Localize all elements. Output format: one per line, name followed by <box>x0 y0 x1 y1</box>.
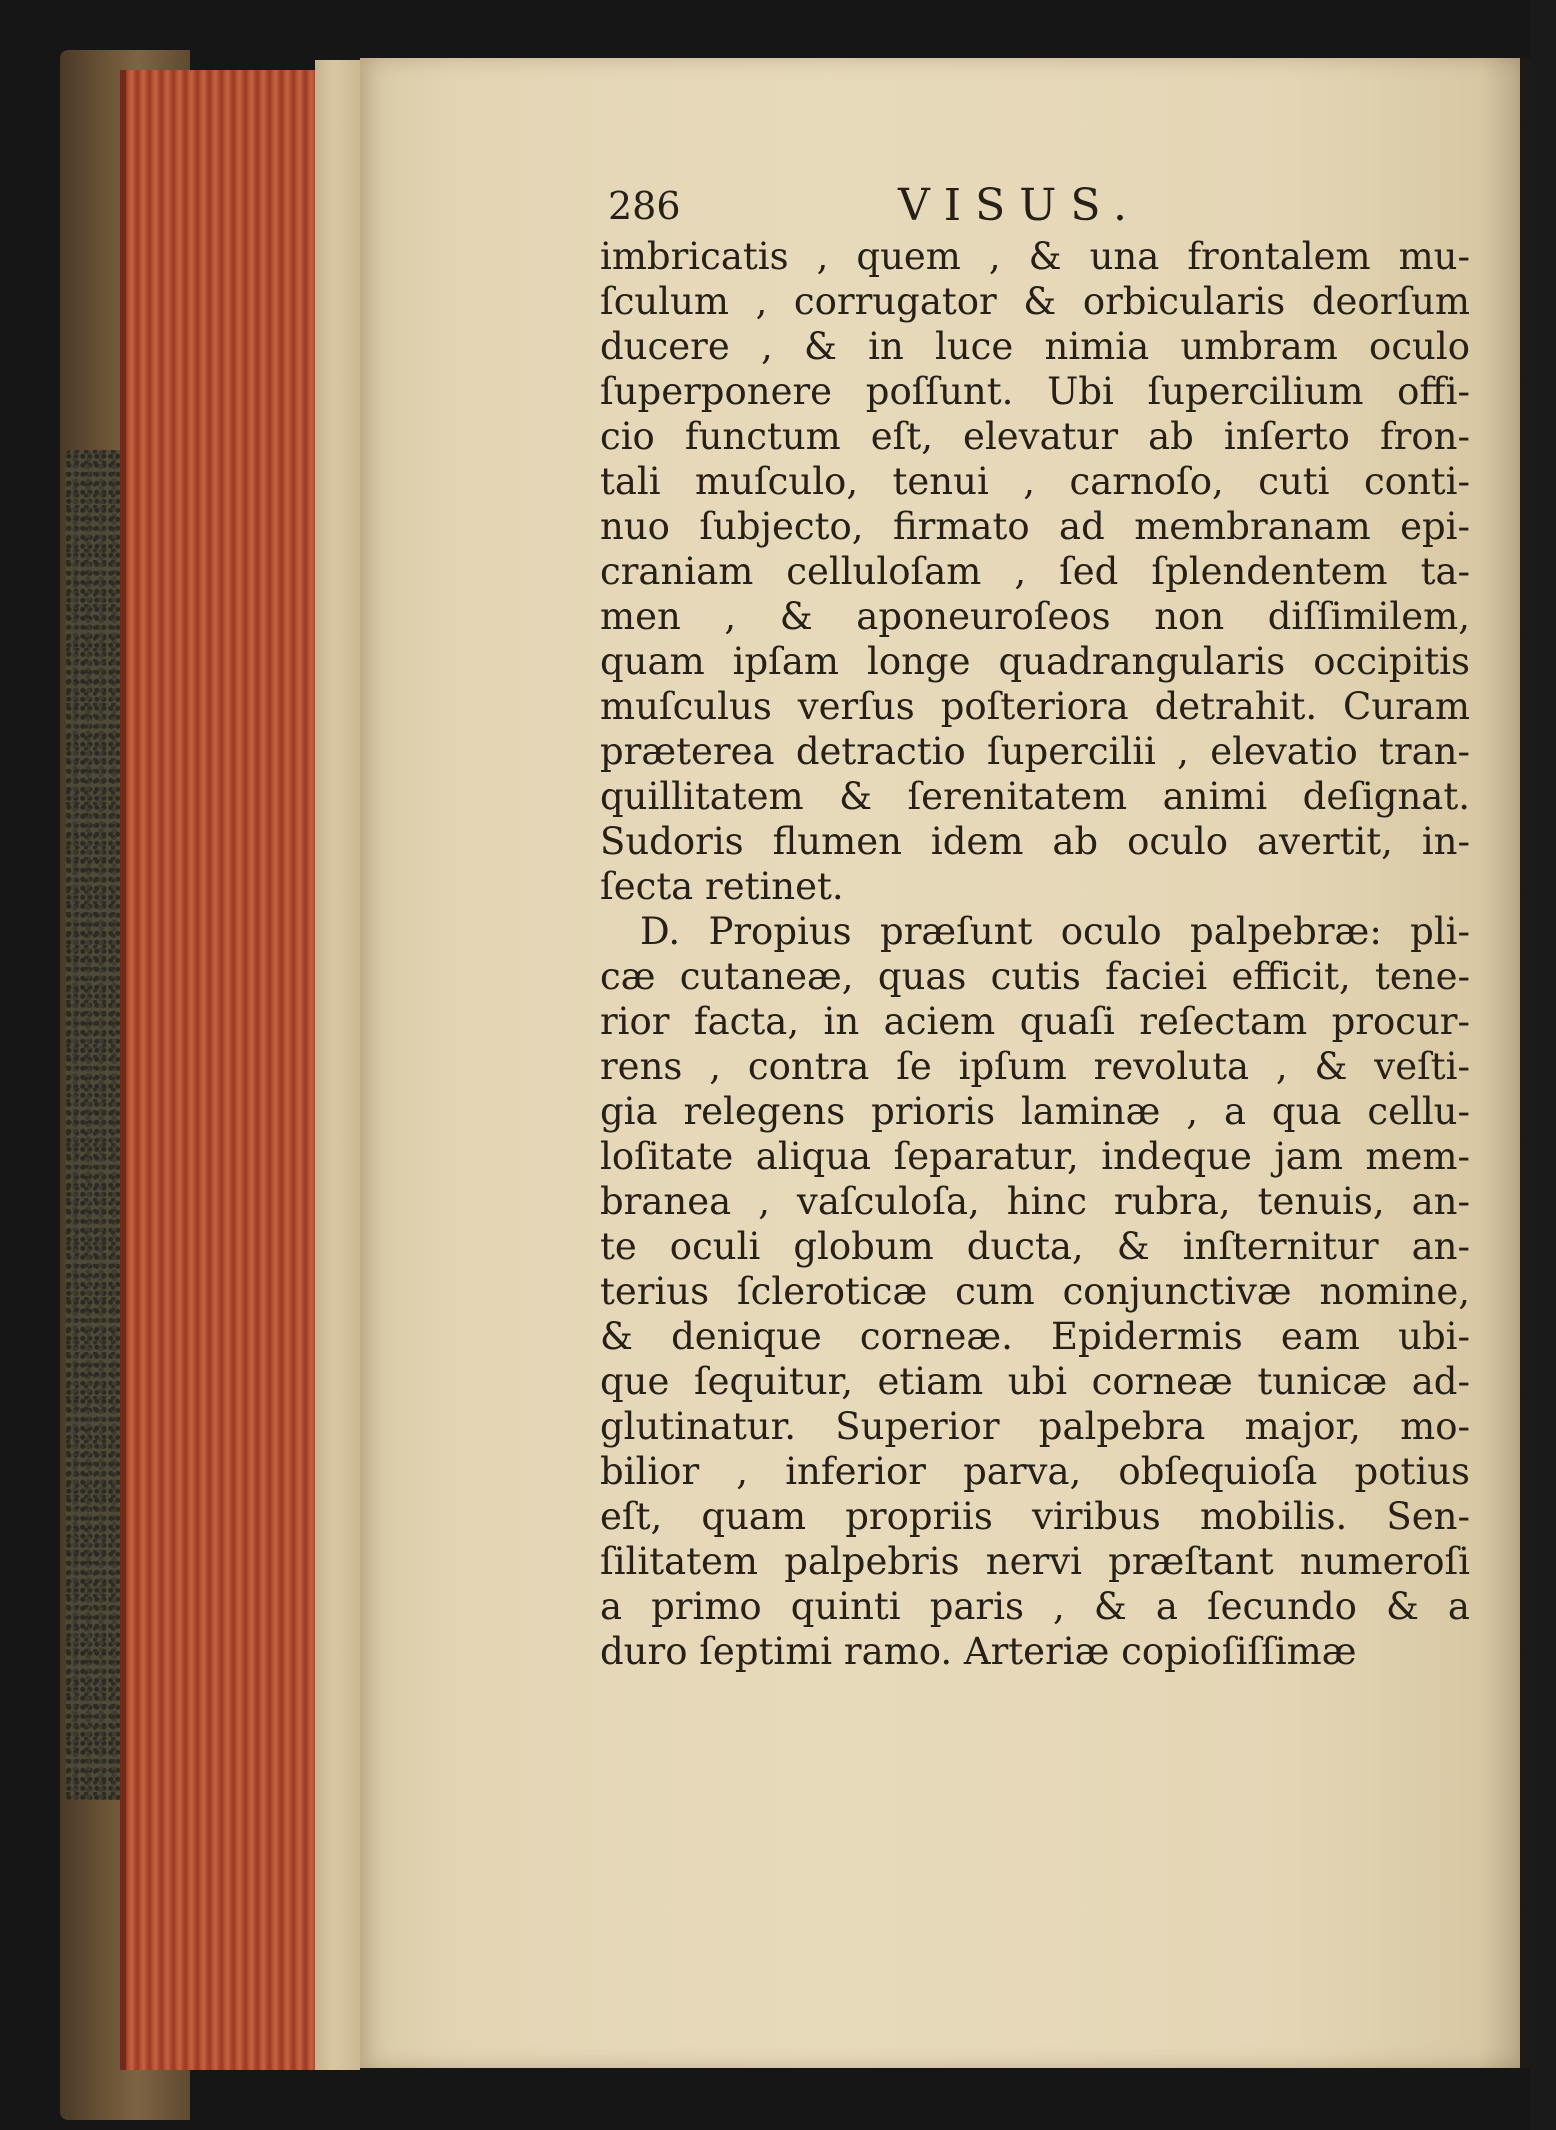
text-line: rior facta, in aciem quaſi reſectam procur- <box>600 1000 1470 1043</box>
text-line: imbricatis , quem , & una frontalem mu- <box>600 235 1470 278</box>
text-line: muſculus verſus poſteriora detrahit. Curam <box>600 685 1470 728</box>
text-line: que ſequitur, etiam ubi corneæ tunicæ ad- <box>600 1360 1470 1403</box>
text-line: eſt, quam propriis viribus mobilis. Sen- <box>600 1495 1470 1538</box>
text-line: rens , contra ſe ipſum revoluta , & veſti- <box>600 1045 1470 1088</box>
text-line: quillitatem & ſerenitatem animi deſignat. <box>600 775 1470 818</box>
text-line: men , & aponeuroſeos non diſſimilem, <box>600 595 1470 638</box>
text-line: ſilitatem palpebris nervi præſtant numeroſi <box>600 1540 1470 1583</box>
running-head: VISUS. <box>898 180 1141 231</box>
text-line: præterea detractio ſupercilii , elevatio tran- <box>600 730 1470 773</box>
text-line: terius ſcleroticæ cum conjunctivæ nomine, <box>600 1270 1470 1313</box>
text-line: nuo ſubjecto, firmato ad membranam epi- <box>600 505 1470 548</box>
text-line: D. Propius præſunt oculo palpebræ: pli- <box>640 910 1470 953</box>
text-line: quam ipſam longe quadrangularis occipitis <box>600 640 1470 683</box>
text-line: cæ cutaneæ, quas cutis faciei efficit, tene- <box>600 955 1470 998</box>
red-page-edges <box>120 70 341 2070</box>
text-line: gia relegens prioris laminæ , a qua cellu- <box>600 1090 1470 1133</box>
text-line: ſuperponere poſſunt. Ubi ſupercilium offi- <box>600 370 1470 413</box>
text-line: & denique corneæ. Epidermis eam ubi- <box>600 1315 1470 1358</box>
page-text <box>600 178 1480 1674</box>
text-line: tali muſculo, tenui , carnoſo, cuti conti- <box>600 460 1470 503</box>
text-line: ſecta retinet. <box>600 865 844 908</box>
text-line: ſculum , corrugator & orbicularis deorſum <box>600 280 1470 323</box>
text-line: glutinatur. Superior palpebra major, mo- <box>600 1405 1470 1448</box>
page-gutter <box>315 60 360 2070</box>
text-line: te oculi globum ducta, & inſternitur an- <box>600 1225 1470 1268</box>
text-line: craniam celluloſam , ſed ſplendentem ta- <box>600 550 1470 593</box>
text-line: a primo quinti paris , & a ſecundo & a <box>600 1585 1470 1628</box>
text-line: duro ſeptimi ramo. Arteriæ copioſiſſimæ <box>600 1630 1357 1673</box>
text-line: ducere , & in luce nimia umbram oculo <box>600 325 1470 368</box>
text-line: cio functum eſt, elevatur ab inſerto fron- <box>600 415 1470 458</box>
marbled-cover-pattern <box>66 450 126 1800</box>
text-line: loſitate aliqua ſeparatur, indeque jam mem- <box>600 1135 1470 1178</box>
text-line: bilior , inferior parva, obſequioſa potius <box>600 1450 1470 1493</box>
text-line: branea , vaſculoſa, hinc rubra, tenuis, an- <box>600 1180 1470 1223</box>
background-edge <box>1530 0 1556 2130</box>
page-number: 286 <box>608 184 681 228</box>
page-header <box>600 178 1480 234</box>
text-line: Sudoris flumen idem ab oculo avertit, in- <box>600 820 1470 863</box>
